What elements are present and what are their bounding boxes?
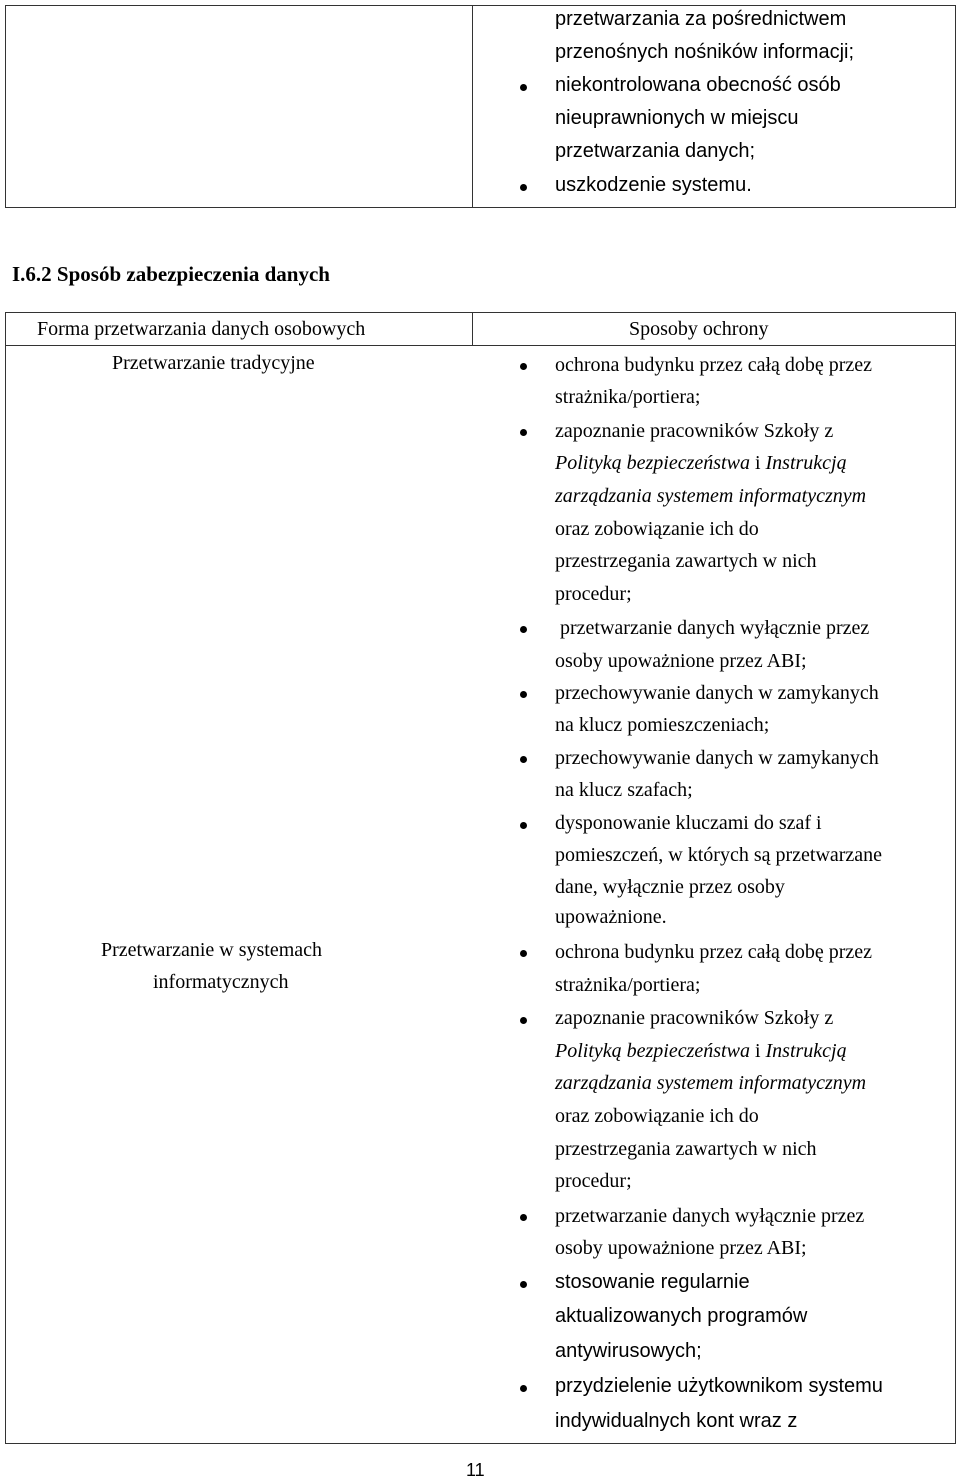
instruction-title: Instrukcją bbox=[765, 1040, 847, 1062]
row2-item: ochrona budynku przez całą dobę przez bbox=[555, 941, 873, 963]
bullet-icon bbox=[520, 691, 527, 698]
row2-item: aktualizowanych programów bbox=[555, 1305, 808, 1327]
bullet-icon bbox=[520, 822, 527, 829]
row2-item-policy bbox=[555, 1040, 847, 1063]
bullet-icon bbox=[520, 429, 527, 436]
policy-title: Polityką bezpieczeństwa bbox=[555, 1040, 750, 1062]
header-col2: Sposoby ochrony bbox=[629, 318, 769, 340]
top-line-3: niekontrolowana obecność osób bbox=[555, 74, 841, 96]
row1-item: przechowywanie danych w zamykanych bbox=[555, 747, 879, 769]
row2-item: oraz zobowiązanie ich do bbox=[555, 1105, 759, 1127]
row1-item: na klucz pomieszczeniach; bbox=[555, 714, 770, 736]
row1-item: zapoznanie pracowników Szkoły z bbox=[555, 420, 834, 442]
row1-item: zarządzania systemem informatycznym bbox=[555, 485, 867, 507]
row1-item: dysponowanie kluczami do szaf i bbox=[555, 812, 822, 834]
policy-title: Polityką bezpieczeństwa bbox=[555, 452, 750, 474]
bullet-icon bbox=[520, 84, 527, 91]
bullet-icon bbox=[520, 1385, 527, 1392]
bullet-icon bbox=[520, 950, 527, 957]
page-number: 11 bbox=[466, 1460, 485, 1480]
row2-item: zarządzania systemem informatycznym bbox=[555, 1072, 867, 1094]
row1-item: przetwarzanie danych wyłącznie przez bbox=[560, 617, 870, 639]
row1-item: ochrona budynku przez całą dobę przez bbox=[555, 354, 873, 376]
bullet-icon bbox=[520, 363, 527, 370]
row1-item: upoważnione. bbox=[555, 906, 667, 928]
row1-item: przestrzegania zawartych w nich bbox=[555, 550, 817, 572]
row1-item: osoby upoważnione przez ABI; bbox=[555, 650, 807, 672]
row1-item: na klucz szafach; bbox=[555, 779, 693, 801]
top-line-1: przetwarzania za pośrednictwem bbox=[555, 8, 847, 30]
bullet-icon bbox=[520, 756, 527, 763]
top-line-6: uszkodzenie systemu. bbox=[555, 174, 752, 196]
bullet-icon bbox=[520, 1017, 527, 1024]
row2-item: strażnika/portiera; bbox=[555, 974, 701, 996]
row2-item: przetwarzanie danych wyłącznie przez bbox=[555, 1205, 865, 1227]
conjunction: i bbox=[749, 1040, 766, 1062]
top-line-2: przenośnych nośników informacji; bbox=[555, 41, 855, 63]
header-column-divider bbox=[472, 313, 473, 345]
row2-item: procedur; bbox=[555, 1170, 632, 1192]
row2-item: przestrzegania zawartych w nich bbox=[555, 1138, 817, 1160]
header-col1: Forma przetwarzania danych osobowych bbox=[37, 318, 366, 340]
row1-item: oraz zobowiązanie ich do bbox=[555, 518, 759, 540]
column-divider bbox=[472, 6, 473, 207]
row1-item-policy bbox=[555, 452, 847, 475]
row2-label: informatycznych bbox=[153, 971, 289, 993]
row1-item: pomieszczeń, w których są przetwarzane bbox=[555, 844, 883, 866]
row2-item: przydzielenie użytkownikom systemu bbox=[555, 1375, 883, 1397]
row2-item: indywidualnych kont wraz z bbox=[555, 1410, 798, 1432]
row2-item: osoby upoważnione przez ABI; bbox=[555, 1237, 807, 1259]
header-row-divider bbox=[6, 345, 955, 346]
row2-item: zapoznanie pracowników Szkoły z bbox=[555, 1007, 834, 1029]
top-table bbox=[5, 5, 956, 208]
top-line-4: nieuprawnionych w miejscu bbox=[555, 107, 799, 129]
top-line-5: przetwarzania danych; bbox=[555, 140, 756, 162]
row2-item: stosowanie regularnie bbox=[555, 1271, 750, 1293]
bullet-icon bbox=[520, 1214, 527, 1221]
conjunction: i bbox=[749, 452, 766, 474]
row1-label: Przetwarzanie tradycyjne bbox=[112, 352, 315, 374]
row1-item: procedur; bbox=[555, 583, 632, 605]
row1-item: dane, wyłącznie przez osoby bbox=[555, 876, 785, 898]
instruction-title: Instrukcją bbox=[765, 452, 847, 474]
bullet-icon bbox=[520, 184, 527, 191]
section-heading: I.6.2 Sposób zabezpieczenia danych bbox=[12, 262, 330, 286]
bullet-icon bbox=[520, 626, 527, 633]
bullet-icon bbox=[520, 1281, 527, 1288]
row1-item: przechowywanie danych w zamykanych bbox=[555, 682, 879, 704]
protection-table bbox=[5, 312, 956, 1444]
row2-item: antywirusowych; bbox=[555, 1340, 702, 1362]
row1-item: strażnika/portiera; bbox=[555, 386, 701, 408]
row2-label: Przetwarzanie w systemach bbox=[101, 939, 323, 961]
